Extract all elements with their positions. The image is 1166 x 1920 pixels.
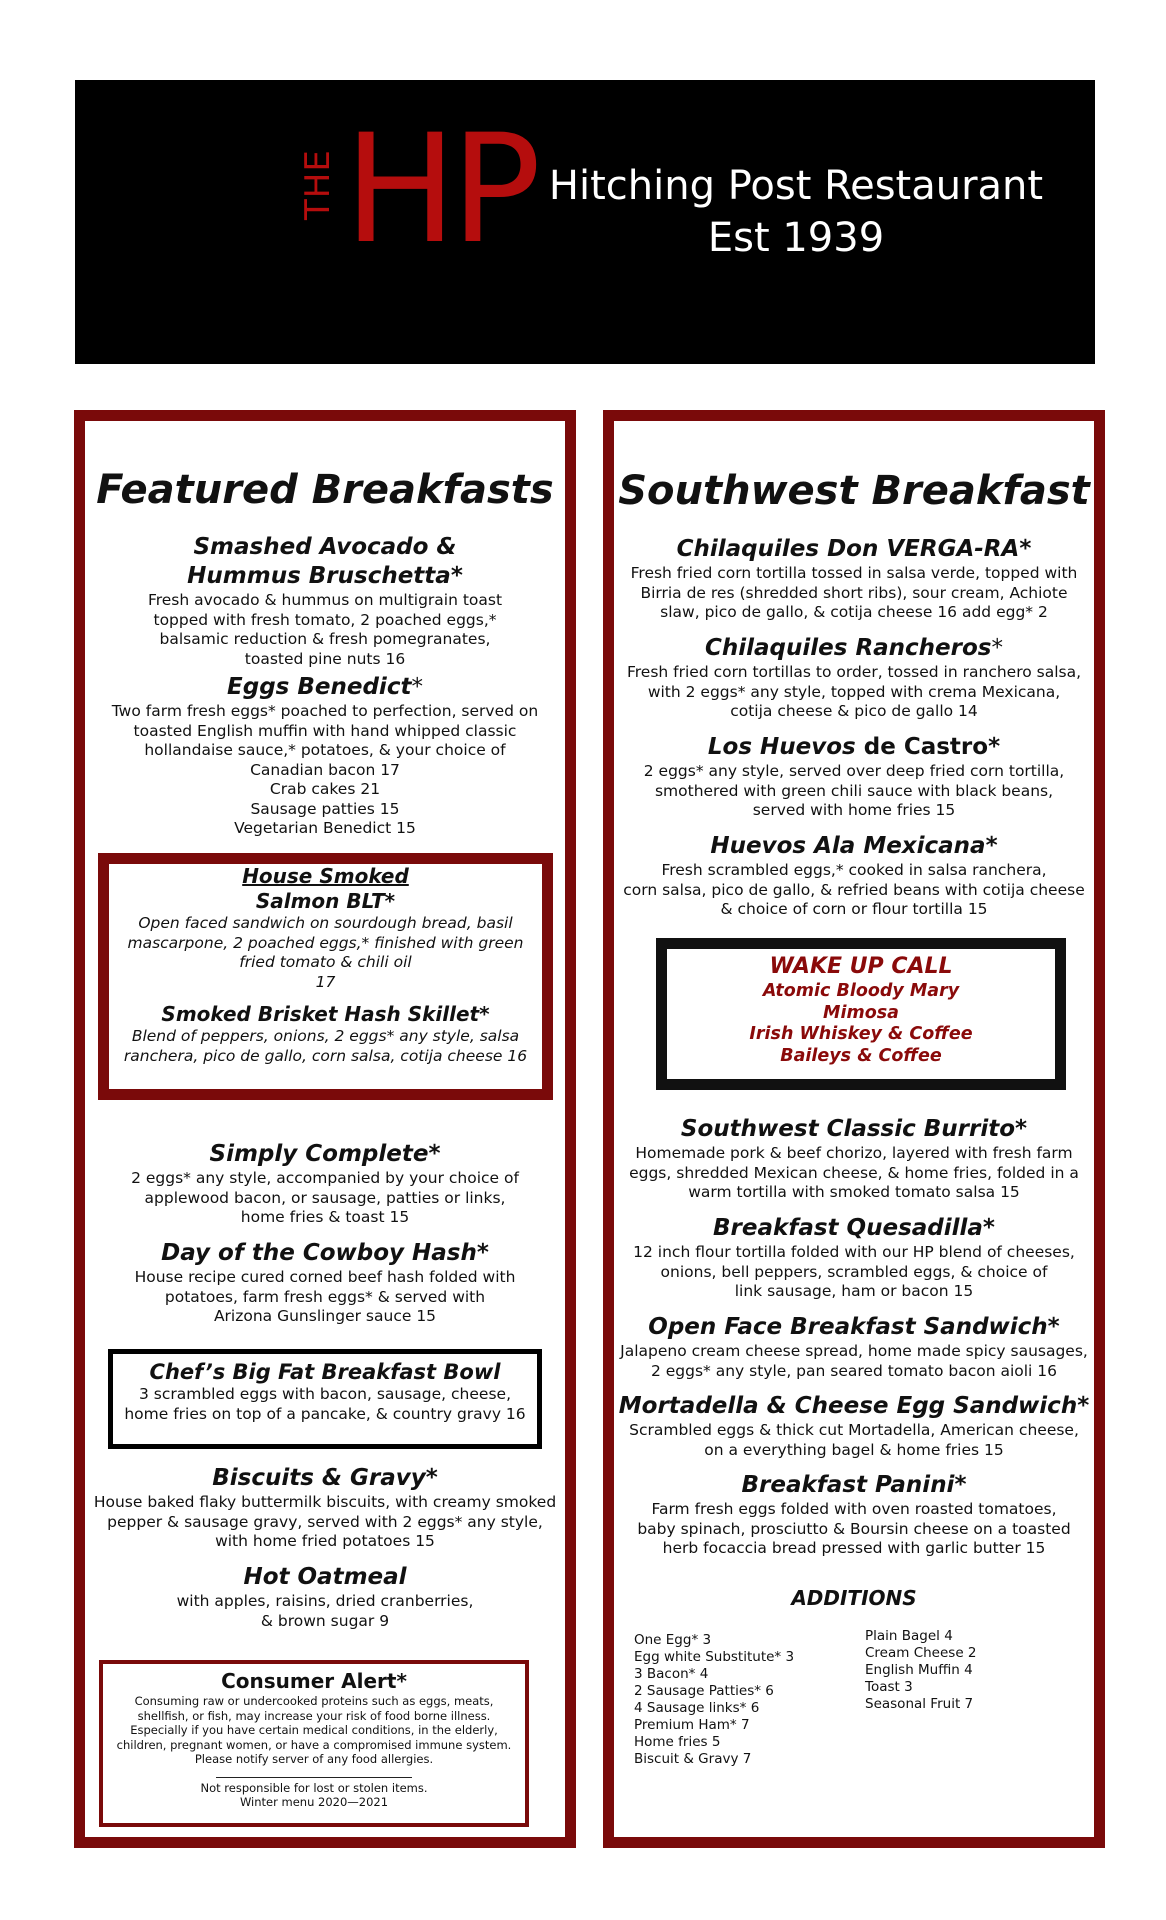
item-biscuits-desc	[85, 1493, 565, 1552]
addition-item: 2 Sausage Patties* 6	[634, 1683, 774, 1699]
desc-line: 2 eggs* any style, served over deep fried corn tortilla,	[643, 762, 1065, 780]
wake-item: Irish Whiskey & Coffee	[749, 1024, 973, 1044]
item-biscuits-gravy	[85, 1464, 565, 1552]
salmon-brisket-box	[98, 853, 553, 1100]
item-brisket-title: Smoked Brisket Hash Skillet*	[161, 1002, 490, 1026]
southwest-title: Southwest Breakfast	[618, 468, 1090, 514]
desc-line: home fries & toast 15	[240, 1208, 410, 1226]
item-oatmeal-title: Hot Oatmeal	[243, 1564, 407, 1590]
item-benedict-title	[85, 673, 565, 702]
wake-item: Baileys & Coffee	[780, 1045, 942, 1066]
desc-line: Two farm fresh eggs* poached to perfection, served on	[111, 702, 539, 720]
desc-line: Vegetarian Benedict 15	[234, 819, 416, 837]
title-text: Chilaquiles Rancheros	[705, 635, 992, 661]
item-castro-title	[614, 733, 1094, 762]
item-huevos-ala-mexicana	[614, 832, 1094, 920]
addition-item: Toast 3	[865, 1679, 913, 1695]
addition-item: 4 Sausage links* 6	[634, 1700, 760, 1716]
desc-line: link sausage, ham or bacon 15	[734, 1282, 974, 1300]
desc-line: smothered with green chili sauce with black beans,	[654, 781, 1054, 800]
addition-item: Cream Cheese 2	[865, 1645, 977, 1661]
breakfast-bowl-box	[108, 1349, 542, 1449]
item-burrito-desc	[614, 1144, 1094, 1203]
item-panini-desc	[614, 1500, 1094, 1559]
desc-line: 17	[315, 972, 336, 991]
desc-line: eggs, shredded Mexican cheese, & home fries, folded in a	[629, 1163, 1079, 1182]
item-salmon-desc	[109, 914, 542, 992]
item-simply-title: Simply Complete*	[209, 1141, 441, 1167]
item-salmon-title-2: Salmon BLT*	[255, 889, 396, 913]
consumer-alert-desc	[103, 1694, 525, 1767]
desc-line: Open faced sandwich on sourdough bread, basil	[138, 914, 513, 932]
item-avocado-desc	[85, 591, 565, 669]
addition-item: Seasonal Fruit 7	[865, 1696, 974, 1712]
item-avocado-title-1: Smashed Avocado &	[193, 534, 457, 560]
addition-item: One Egg* 3	[634, 1632, 712, 1648]
item-open-face-sandwich	[614, 1313, 1094, 1381]
restaurant-name	[536, 160, 1056, 264]
addition-item: English Muffin 4	[865, 1662, 973, 1678]
restaurant-est: Est 1939	[707, 215, 885, 261]
desc-line: warm tortilla with smoked tomato salsa 15	[688, 1183, 1020, 1201]
consumer-alert-box	[99, 1660, 529, 1827]
desc-line: balsamic reduction & fresh pomegranates,	[159, 630, 491, 648]
desc-line: herb focaccia bread pressed with garlic butter 15	[662, 1539, 1046, 1557]
desc-line: Consuming raw or undercooked proteins such as eggs, meats,	[134, 1694, 494, 1708]
desc-line: 2 eggs* any style, accompanied by your choice of	[131, 1169, 519, 1187]
additions-title: ADDITIONS	[791, 1586, 917, 1610]
desc-line: Fresh fried corn tortilla tossed in salsa verde, topped with	[630, 564, 1078, 582]
divider	[216, 1777, 412, 1778]
addition-item: Premium Ham* 7	[634, 1717, 750, 1733]
title-asterisk: *	[411, 674, 423, 700]
item-chilaquiles-r-title	[614, 634, 1094, 663]
additions-col-2	[865, 1628, 977, 1713]
desc-line: children, pregnant women, or have a compromised immune system.	[116, 1737, 512, 1752]
item-openface-title: Open Face Breakfast Sandwich*	[648, 1314, 1060, 1340]
desc-line: Fresh fried corn tortillas to order, tossed in ranchero salsa,	[626, 663, 1082, 681]
restaurant-name-line1: Hitching Post Restaurant	[548, 163, 1044, 209]
desc-line: baby spinach, prosciutto & Boursin cheese on a toasted	[637, 1519, 1071, 1538]
addition-item: 3 Bacon* 4	[634, 1666, 709, 1682]
desc-line: served with home fries 15	[752, 801, 956, 819]
desc-line: applewood bacon, or sausage, patties or links,	[144, 1188, 506, 1207]
desc-line: fried tomato & chili oil	[239, 953, 412, 971]
item-quesadilla-desc	[614, 1243, 1094, 1302]
desc-line: Fresh avocado & hummus on multigrain toast	[147, 591, 503, 609]
title-text: Eggs Benedict	[227, 674, 412, 700]
desc-line: on a everything bagel & home fries 15	[704, 1440, 1004, 1459]
item-bowl-desc	[113, 1385, 537, 1424]
item-oatmeal	[85, 1563, 565, 1631]
desc-line: & brown sugar 9	[260, 1611, 390, 1630]
desc-line: with home fried potatoes 15	[215, 1532, 435, 1550]
featured-breakfasts-panel	[74, 410, 576, 1848]
item-quesadilla-title: Breakfast Quesadilla*	[713, 1215, 995, 1241]
item-cowboy-hash	[85, 1239, 565, 1327]
consumer-alert-title: Consumer Alert*	[221, 1669, 407, 1693]
addition-item: Home fries 5	[634, 1734, 721, 1750]
additions-col-1	[634, 1632, 794, 1768]
item-simply-desc	[85, 1169, 565, 1228]
item-brisket	[109, 1002, 542, 1066]
title-text: de Castro*	[863, 734, 1001, 760]
logo-hp: HP	[344, 103, 536, 277]
desc-line: Farm fresh eggs folded with oven roasted tomatoes,	[651, 1500, 1057, 1518]
desc-line: Arizona Gunslinger sauce 15	[213, 1307, 437, 1325]
item-mexicana-desc	[614, 861, 1094, 920]
desc-line: Homemade pork & beef chorizo, layered with fresh farm	[635, 1144, 1073, 1162]
title-asterisk: *	[991, 635, 1003, 661]
desc-line: shellfish, or fish, may increase your risk of food borne illness.	[137, 1708, 491, 1723]
item-cowboy-desc	[85, 1268, 565, 1327]
item-southwest-burrito	[614, 1115, 1094, 1203]
desc-line: topped with fresh tomato, 2 poached eggs,*	[153, 610, 497, 629]
desc-line: home fries on top of a pancake, & country gravy 16	[124, 1404, 526, 1423]
item-mortadella-title: Mortadella & Cheese Egg Sandwich*	[618, 1393, 1090, 1419]
desc-line: corn salsa, pico de gallo, & refried beans with cotija cheese	[623, 880, 1085, 899]
item-oatmeal-desc	[85, 1592, 565, 1631]
item-avocado-title-2: Hummus Bruschetta*	[187, 563, 463, 589]
item-mortadella-desc	[614, 1421, 1094, 1460]
item-openface-desc	[614, 1342, 1094, 1381]
wake-item: Atomic Bloody Mary	[762, 981, 960, 1001]
desc-line: slaw, pico de gallo, & cotija cheese 16 add egg* 2	[660, 603, 1048, 621]
footer-line: Not responsible for lost or stolen items.	[200, 1780, 428, 1795]
desc-line: onions, bell peppers, scrambled eggs, & choice of	[660, 1262, 1048, 1281]
wake-up-call-title: WAKE UP CALL	[769, 954, 953, 979]
addition-item: Egg white Substitute* 3	[634, 1649, 795, 1665]
desc-line: 12 inch flour tortilla folded with our HP blend of cheeses,	[633, 1243, 1075, 1261]
item-bowl	[113, 1359, 537, 1424]
item-salmon-title-1: House Smoked	[242, 864, 409, 888]
desc-line: with apples, raisins, dried cranberries,	[176, 1592, 474, 1610]
item-chilaquiles-dv-desc	[614, 564, 1094, 623]
item-chilaquiles-dv-title: Chilaquiles Don VERGA-RA*	[676, 536, 1032, 562]
item-burrito-title: Southwest Classic Burrito*	[680, 1116, 1028, 1142]
item-panini-title: Breakfast Panini*	[741, 1472, 967, 1498]
wake-up-call-box	[656, 938, 1066, 1090]
desc-line: Birria de res (shredded short ribs), sour cream, Achiote	[640, 583, 1068, 602]
desc-line: Jalapeno cream cheese spread, home made spicy sausages,	[620, 1342, 1088, 1360]
addition-item: Plain Bagel 4	[865, 1628, 953, 1644]
item-simply-complete	[85, 1140, 565, 1228]
item-chilaquiles-don-vergara	[614, 535, 1094, 623]
consumer-alert	[103, 1668, 525, 1810]
desc-line: with 2 eggs* any style, topped with crema Mexicana,	[647, 682, 1061, 701]
southwest-breakfast-panel	[603, 410, 1105, 1848]
item-huevos-de-castro	[614, 733, 1094, 821]
item-cowboy-title: Day of the Cowboy Hash*	[161, 1240, 489, 1266]
desc-line: ranchera, pico de gallo, corn salsa, cotija cheese 16	[123, 1046, 528, 1065]
desc-line: cotija cheese & pico de gallo 14	[730, 702, 978, 720]
consumer-alert-footer	[103, 1781, 525, 1810]
desc-line: toasted English muffin with hand whipped classic	[133, 721, 517, 740]
desc-line: Blend of peppers, onions, 2 eggs* any style, salsa	[131, 1027, 520, 1045]
desc-line: Please notify server of any food allergies.	[194, 1752, 434, 1766]
desc-line: House recipe cured corned beef hash folded with	[134, 1268, 516, 1286]
item-castro-desc	[614, 762, 1094, 821]
desc-line: potatoes, farm fresh eggs* & served with	[164, 1287, 486, 1306]
item-breakfast-quesadilla	[614, 1214, 1094, 1302]
desc-line: mascarpone, 2 poached eggs,* finished with green	[127, 933, 524, 952]
addition-item: Biscuit & Gravy 7	[634, 1751, 752, 1767]
item-biscuits-title: Biscuits & Gravy*	[212, 1465, 438, 1491]
desc-line: toasted pine nuts 16	[244, 649, 406, 668]
item-mortadella-sandwich	[614, 1392, 1094, 1460]
desc-line: Especially if you have certain medical conditions, in the elderly,	[130, 1723, 498, 1737]
item-benedict-desc	[85, 702, 565, 839]
logo-the: THE	[298, 149, 338, 220]
footer-line: Winter menu 2020—2021	[239, 1795, 389, 1809]
desc-line: House baked flaky buttermilk biscuits, with creamy smoked	[93, 1493, 557, 1511]
item-mexicana-title: Huevos Ala Mexicana*	[710, 833, 998, 859]
item-benedict	[85, 673, 565, 839]
item-avocado	[85, 533, 565, 669]
desc-line: Fresh scrambled eggs,* cooked in salsa ranchera,	[661, 861, 1047, 879]
featured-title: Featured Breakfasts	[96, 467, 554, 513]
desc-line: Canadian bacon 17	[250, 760, 400, 779]
desc-line: 3 scrambled eggs with bacon, sausage, cheese,	[138, 1385, 511, 1403]
desc-line: 2 eggs* any style, pan seared tomato bacon aioli 16	[650, 1361, 1058, 1380]
desc-line: & choice of corn or flour tortilla 15	[720, 900, 988, 918]
desc-line: pepper & sausage gravy, served with 2 eggs* any style,	[107, 1512, 543, 1531]
item-salmon	[109, 864, 542, 992]
item-breakfast-panini	[614, 1471, 1094, 1559]
desc-line: Crab cakes 21	[269, 780, 381, 798]
desc-line: hollandaise sauce,* potatoes, & your choice of	[144, 741, 506, 759]
item-brisket-desc	[109, 1027, 542, 1066]
wake-item: Mimosa	[823, 1002, 899, 1023]
item-chilaquiles-rancheros	[614, 634, 1094, 722]
desc-line: Scrambled eggs & thick cut Mortadella, American cheese,	[629, 1421, 1079, 1439]
title-text: Los Huevos	[707, 734, 864, 760]
item-chilaquiles-r-desc	[614, 663, 1094, 722]
wake-up-call	[667, 953, 1055, 1067]
desc-line: Sausage patties 15	[250, 799, 400, 818]
item-bowl-title: Chef’s Big Fat Breakfast Bowl	[149, 1360, 501, 1384]
